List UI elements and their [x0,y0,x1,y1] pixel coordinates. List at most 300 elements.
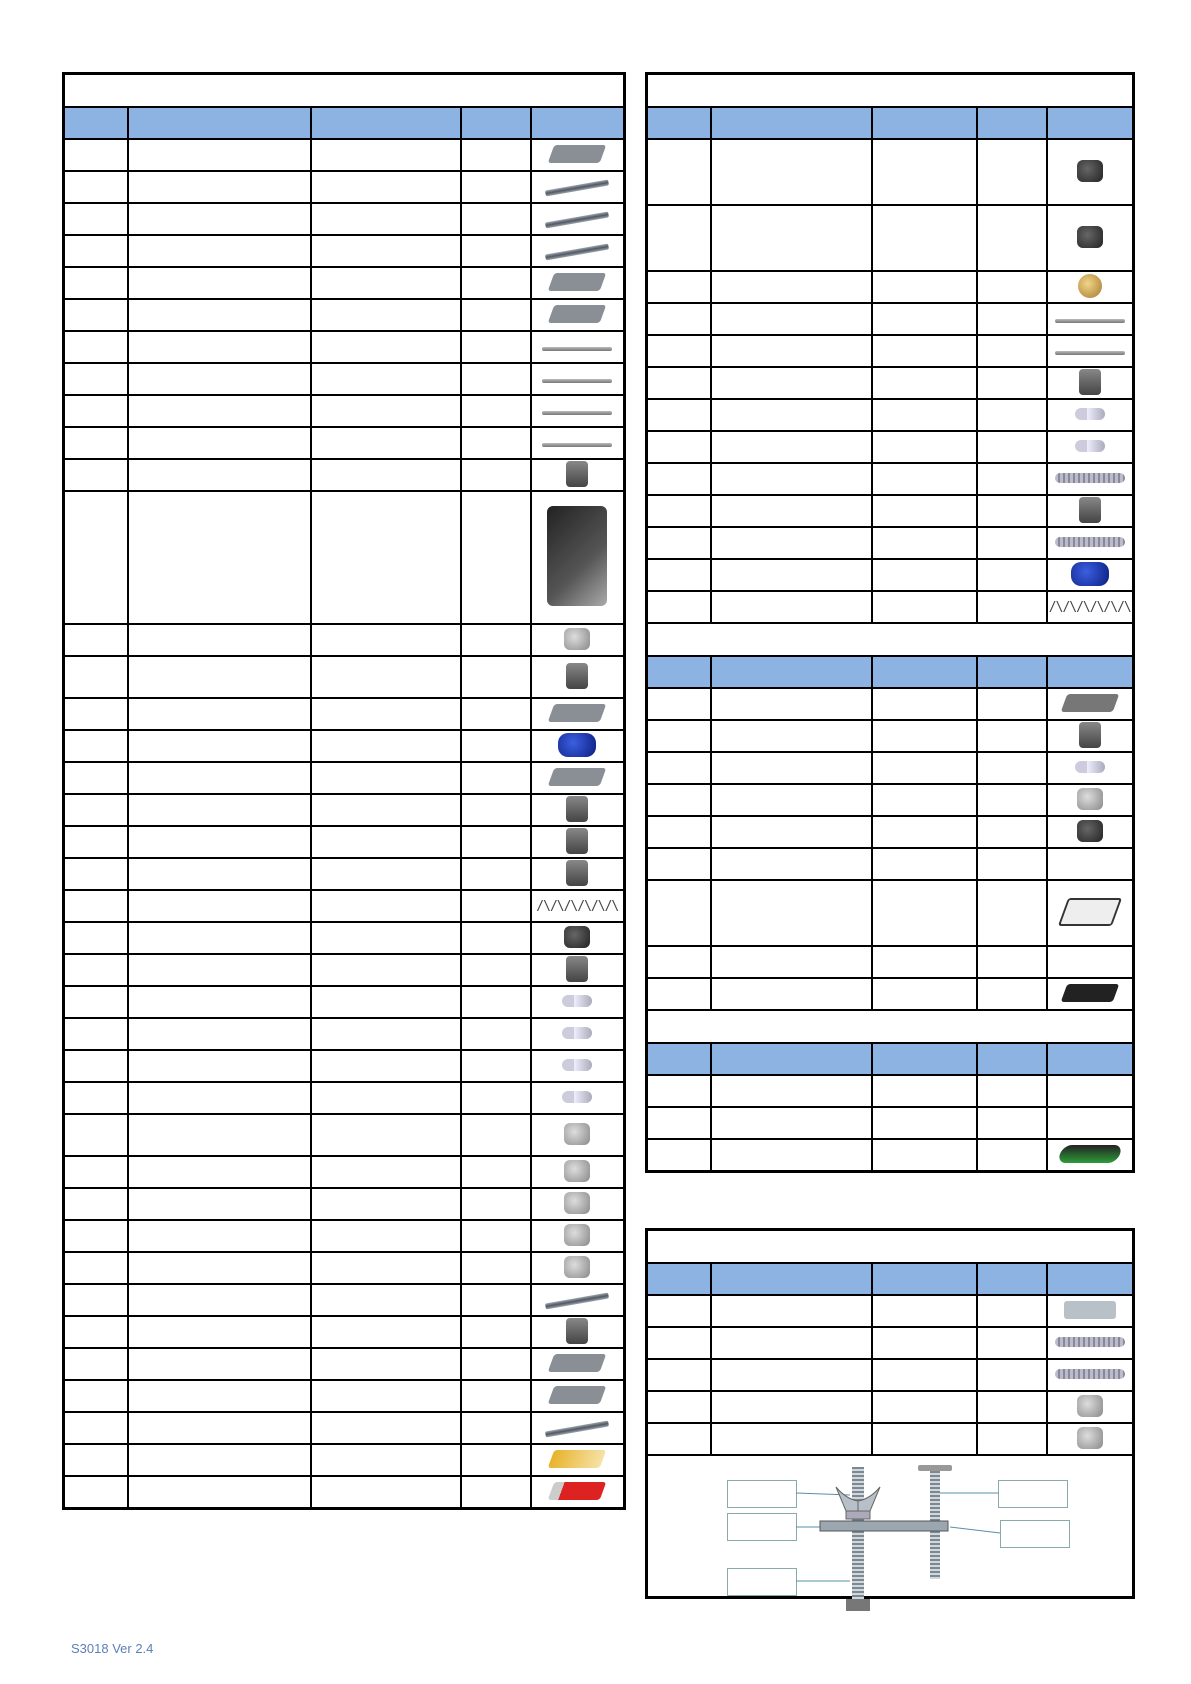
table-cell [461,826,531,858]
table-cell [128,762,311,794]
table-cell [872,399,977,431]
table-cell [128,698,311,730]
table-cell [977,1359,1047,1391]
table-cell [461,171,531,203]
table-cell [872,271,977,303]
linear-rod-icon [542,347,612,351]
table-cell [872,1107,977,1139]
part-image-cell [531,1284,625,1316]
table-cell [64,1156,128,1188]
parts-row [64,1156,625,1188]
table-cell [872,848,977,880]
table-cell [311,954,461,986]
part-image-cell [531,624,625,656]
parts-row [64,656,625,698]
part-image-cell [531,1380,625,1412]
parts-row [64,954,625,986]
table-cell [128,395,311,427]
parts-row [647,1423,1134,1455]
table-cell [64,395,128,427]
parts-row [647,1327,1134,1359]
lead-screw-icon [542,443,612,447]
table-cell [977,946,1047,978]
table-cell [977,463,1047,495]
table-cell [711,559,872,591]
wing-nut-icon [1077,1395,1103,1417]
column-header [872,1263,977,1295]
table-cell [461,363,531,395]
square-nut-icon [566,956,588,982]
collet-set-icon [545,1292,609,1309]
part-image-cell [1047,271,1134,303]
column-header [647,656,711,688]
slide-block-icon [566,663,588,689]
linear-rod-icon [542,411,612,415]
aluminium-profile-icon [545,243,609,260]
table-cell [872,946,977,978]
column-header [711,656,872,688]
table-cell [461,491,531,624]
table-cell [977,720,1047,752]
section-title-spindle [647,74,1134,108]
table-cell [64,954,128,986]
column-header [711,1043,872,1075]
table-cell [977,335,1047,367]
table-cell [311,1252,461,1284]
table-cell [461,954,531,986]
part-image-cell [531,1348,625,1380]
parts-row [647,139,1134,205]
table-cell [872,1359,977,1391]
table-cell [128,363,311,395]
table-cell [311,1050,461,1082]
corner-bracket-icon [548,273,607,291]
clamp-plate-icon [1064,1301,1116,1319]
table-cell [872,205,977,271]
washer-icon [1077,1427,1103,1449]
section-title-accessories [647,1010,1134,1043]
parts-row [64,1188,625,1220]
parts-row [64,459,625,491]
table-cell [711,367,872,399]
table-cell [64,922,128,954]
part-image-cell [1047,784,1134,816]
table-cell [64,1188,128,1220]
table-cell [461,890,531,922]
table-cell [647,303,711,335]
table-cell [647,720,711,752]
screw-icon [562,1027,592,1039]
table-cell [128,427,311,459]
table-cell [64,1220,128,1252]
part-image-cell [531,1316,625,1348]
part-image-cell [1047,880,1134,946]
t-nut-icon [564,1123,590,1145]
table-cell [711,720,872,752]
table-cell [647,1359,711,1391]
table-cell [128,1444,311,1476]
drill-bits-icon [566,1318,588,1344]
column-header [311,107,461,139]
table-cell [128,235,311,267]
parts-row [64,299,625,331]
part-image-cell [531,1444,625,1476]
table-cell [64,1284,128,1316]
table-cell [711,1423,872,1455]
parts-row [647,1139,1134,1172]
table-cell [311,427,461,459]
table-cell [977,688,1047,720]
table-cell [64,1050,128,1082]
parts-row [64,139,625,171]
table-cell [711,1295,872,1327]
table-cell [647,559,711,591]
part-image-cell [1047,848,1134,880]
table-cell [64,1114,128,1156]
table-cell [977,399,1047,431]
table-cell [311,1220,461,1252]
part-image-cell [531,1476,625,1509]
table-cell [711,139,872,205]
part-image-cell [1047,335,1134,367]
table-cell [128,1348,311,1380]
table-cell [461,395,531,427]
table-cell [461,698,531,730]
table-cell [128,1252,311,1284]
table-cell [711,1327,872,1359]
screw-icon [562,995,592,1007]
parts-row [64,730,625,762]
table-cell [64,363,128,395]
table-cell [977,431,1047,463]
table-cell [461,858,531,890]
parts-row [64,762,625,794]
table-cell [711,1139,872,1172]
table-cell [64,171,128,203]
bearing-icon [564,628,590,650]
clamp-assembly-diagram [650,1465,1130,1613]
long-screw-icon [1055,537,1125,547]
parts-list-table-left [62,72,626,1510]
table-cell [128,331,311,363]
part-image-cell [1047,367,1134,399]
part-image-cell [1047,752,1134,784]
table-cell [128,1220,311,1252]
pin-icon [1055,351,1125,355]
table-cell [311,922,461,954]
table-cell [128,1114,311,1156]
table-cell [461,624,531,656]
part-image-cell [531,331,625,363]
table-cell [711,303,872,335]
table-cell [64,794,128,826]
table-cell [311,491,461,624]
parts-row [647,720,1134,752]
column-header [1047,107,1134,139]
table-cell [311,762,461,794]
part-image-cell [531,858,625,890]
table-cell [64,1316,128,1348]
part-image-cell [531,730,625,762]
table-cell [977,527,1047,559]
column-header [711,107,872,139]
table-cell [64,1380,128,1412]
table-cell [311,1082,461,1114]
part-image-cell [531,1156,625,1188]
parts-row [64,203,625,235]
table-cell [461,427,531,459]
table-cell [977,848,1047,880]
table-cell [977,1423,1047,1455]
table-cell [461,1348,531,1380]
table-cell [711,495,872,527]
table-cell [872,559,977,591]
part-image-cell [1047,527,1134,559]
table-cell [647,1327,711,1359]
table-cell [872,495,977,527]
rod-support-icon [566,461,588,487]
table-cell [128,1412,311,1444]
table-cell [311,459,461,491]
table-cell [461,922,531,954]
table-cell [461,1284,531,1316]
table-cell [311,235,461,267]
parts-row [64,794,625,826]
table-cell [977,591,1047,623]
table-cell [128,1380,311,1412]
parts-row [64,1050,625,1082]
part-image-cell [531,1082,625,1114]
table-cell [711,1075,872,1107]
parts-row [64,890,625,922]
safety-glasses-icon [1056,1145,1123,1163]
part-image-cell [531,698,625,730]
parts-row [64,1412,625,1444]
table-cell [977,271,1047,303]
parts-row [647,1359,1134,1391]
z-axis-assembly-icon [547,506,607,606]
table-cell [311,1284,461,1316]
part-image-cell [1047,816,1134,848]
column-header [647,107,711,139]
table-cell [872,1295,977,1327]
slide-block-icon [1079,369,1101,395]
table-cell [461,762,531,794]
table-cell [461,1252,531,1284]
table-cell [128,826,311,858]
parts-row [64,363,625,395]
parts-row [647,752,1134,784]
table-cell [872,720,977,752]
table-cell [711,463,872,495]
table-cell [711,848,872,880]
table-cell [64,267,128,299]
t-nut-icon [564,1192,590,1214]
wing-nuts-icon [548,1354,607,1372]
table-cell [64,1412,128,1444]
spindle-motor-icon [1075,440,1105,452]
table-cell [128,794,311,826]
table-cell [711,880,872,946]
hex-keys-icon [548,1386,607,1404]
table-cell [647,1075,711,1107]
table-cell [647,335,711,367]
table-cell [647,431,711,463]
table-cell [872,880,977,946]
table-cell [64,331,128,363]
part-image-cell [531,459,625,491]
part-image-cell [531,299,625,331]
table-cell [461,299,531,331]
table-cell [872,1327,977,1359]
table-cell [64,858,128,890]
table-cell [647,1107,711,1139]
table-cell [128,890,311,922]
table-cell [64,427,128,459]
part-image-cell [1047,495,1134,527]
part-image-cell [1047,1139,1134,1172]
parts-row [64,1018,625,1050]
part-image-cell [531,427,625,459]
parts-row [647,335,1134,367]
pillow-block-icon [566,860,588,886]
column-header [647,1263,711,1295]
parts-row [647,431,1134,463]
table-cell [647,880,711,946]
part-image-cell [1047,1327,1134,1359]
table-cell [711,591,872,623]
spring-icon: /\/\/\/\/\/\ [536,898,619,914]
table-cell [64,299,128,331]
screw-icon [1075,408,1105,420]
table-cell [977,1391,1047,1423]
column-header [531,107,625,139]
table-cell [977,495,1047,527]
table-cell [647,1139,711,1172]
part-image-cell [1047,205,1134,271]
part-image-cell [1047,1391,1134,1423]
table-cell [711,205,872,271]
column-header [647,1043,711,1075]
table-cell [711,1107,872,1139]
part-image-cell [531,656,625,698]
table-cell [461,1476,531,1509]
part-image-cell [531,794,625,826]
table-cell [711,527,872,559]
table-cell [64,698,128,730]
table-cell [977,205,1047,271]
part-image-cell [1047,431,1134,463]
column-header [64,107,128,139]
part-image-cell [1047,559,1134,591]
part-image-cell [1047,139,1134,205]
table-cell [64,1082,128,1114]
table-cell [647,463,711,495]
table-cell [647,688,711,720]
table-cell [647,1423,711,1455]
parts-row [647,463,1134,495]
table-cell [461,1220,531,1252]
part-image-cell [1047,399,1134,431]
table-cell [311,1380,461,1412]
table-cell [872,335,977,367]
parts-row [64,427,625,459]
table-cell [311,826,461,858]
clamp-drawing [650,1465,1130,1613]
table-cell [461,267,531,299]
column-header [128,107,311,139]
table-cell [647,752,711,784]
screw-icon [1075,761,1105,773]
part-image-cell [1047,720,1134,752]
parts-row [647,1107,1134,1139]
table-cell [872,527,977,559]
part-image-cell [1047,1295,1134,1327]
table-cell [128,1316,311,1348]
table-cell [872,431,977,463]
parts-row [64,1444,625,1476]
table-cell [647,495,711,527]
table-cell [128,459,311,491]
pillow-block-icon [566,828,588,854]
table-cell [311,299,461,331]
table-cell [311,395,461,427]
pin-icon [1055,319,1125,323]
table-cell [977,978,1047,1010]
aluminium-profile-icon [545,179,609,196]
table-cell [461,235,531,267]
table-cell [461,1380,531,1412]
section-title-electronics [647,623,1134,656]
washer-icon [564,1224,590,1246]
part-image-cell [1047,946,1134,978]
part-image-cell [531,954,625,986]
part-image-cell [531,363,625,395]
pillow-block-icon [566,796,588,822]
parts-row [64,235,625,267]
part-image-cell [531,139,625,171]
parts-row [64,1082,625,1114]
table-cell [647,816,711,848]
section-title-clamp [647,1230,1134,1264]
parts-row [647,1075,1134,1107]
table-cell [977,1327,1047,1359]
table-cell [711,271,872,303]
table-cell [711,1359,872,1391]
part-image-cell [1047,978,1134,1010]
table-cell [311,730,461,762]
table-cell [128,922,311,954]
table-cell [311,890,461,922]
long-screw-icon [1055,473,1125,483]
table-cell [461,1188,531,1220]
parts-row [647,880,1134,946]
table-cell [647,205,711,271]
parts-row [647,271,1134,303]
control-board-icon [1060,694,1119,712]
table-cell [128,267,311,299]
table-cell [311,1188,461,1220]
table-cell [872,1139,977,1172]
table-cell [977,1075,1047,1107]
screw-icon [562,1091,592,1103]
table-cell [711,335,872,367]
table-cell [64,656,128,698]
part-image-cell [1047,1075,1134,1107]
table-cell [711,816,872,848]
t-nut-icon [564,1160,590,1182]
wrench-icon [545,1420,609,1437]
